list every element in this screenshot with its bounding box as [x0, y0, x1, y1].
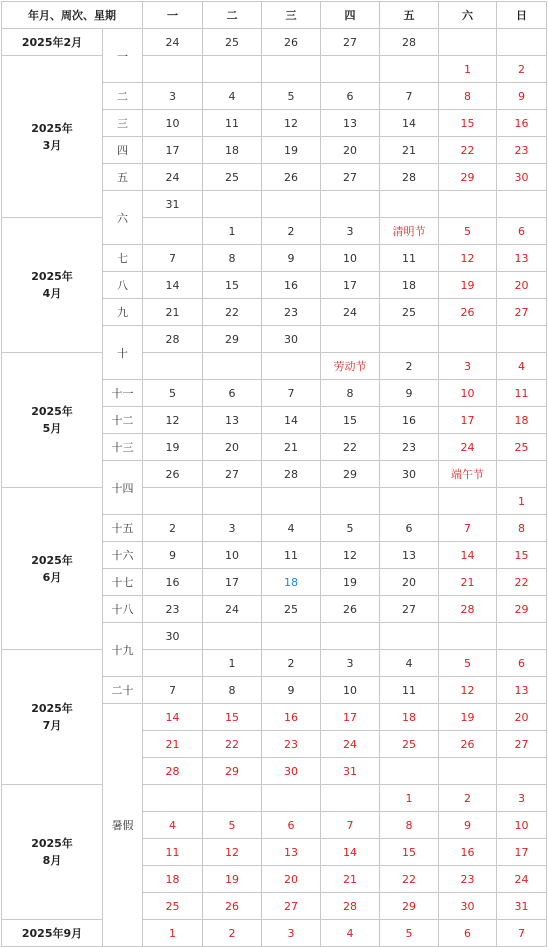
- day-cell: 10: [203, 542, 262, 569]
- day-cell: 23: [380, 434, 439, 461]
- month-label: 2025年 8月: [2, 785, 103, 920]
- day-cell: 6: [321, 83, 380, 110]
- day-cell: 8: [439, 83, 497, 110]
- day-cell: 13: [380, 542, 439, 569]
- day-cell: 25: [380, 299, 439, 326]
- empty-day-cell: [497, 623, 547, 650]
- day-cell: 2: [262, 218, 321, 245]
- empty-day-cell: [321, 623, 380, 650]
- day-cell: 17: [143, 137, 203, 164]
- day-cell: 1: [380, 785, 439, 812]
- day-cell: 15: [203, 704, 262, 731]
- day-cell: 清明节: [380, 218, 439, 245]
- empty-day-cell: [203, 191, 262, 218]
- day-cell: 22: [380, 866, 439, 893]
- day-cell: 18: [143, 866, 203, 893]
- calendar-row: [2, 488, 547, 515]
- empty-day-cell: [439, 326, 497, 353]
- empty-day-cell: [262, 785, 321, 812]
- empty-day-cell: [203, 353, 262, 380]
- day-cell: 5: [143, 380, 203, 407]
- day-cell: 8: [203, 245, 262, 272]
- day-cell: 15: [439, 110, 497, 137]
- day-cell: 23: [497, 137, 547, 164]
- week-label: 十四: [103, 461, 143, 515]
- month-label: 2025年 4月: [2, 218, 103, 353]
- day-cell: 30: [497, 164, 547, 191]
- week-label: 十六: [103, 542, 143, 569]
- day-cell: 24: [321, 299, 380, 326]
- day-cell: 2: [439, 785, 497, 812]
- day-cell: 27: [321, 29, 380, 56]
- day-header-fri: 五: [380, 2, 439, 29]
- day-cell: 18: [497, 407, 547, 434]
- day-cell: 28: [380, 29, 439, 56]
- day-cell: 18: [262, 569, 321, 596]
- week-label: 九: [103, 299, 143, 326]
- day-cell: 22: [203, 299, 262, 326]
- day-cell: 11: [143, 839, 203, 866]
- day-cell: 31: [321, 758, 380, 785]
- empty-day-cell: [262, 488, 321, 515]
- day-cell: 29: [203, 758, 262, 785]
- day-cell: 28: [143, 758, 203, 785]
- day-cell: 21: [321, 866, 380, 893]
- day-cell: 12: [262, 110, 321, 137]
- day-cell: 9: [439, 812, 497, 839]
- day-cell: 5: [439, 650, 497, 677]
- day-cell: 9: [262, 677, 321, 704]
- day-cell: 29: [203, 326, 262, 353]
- day-cell: 25: [203, 164, 262, 191]
- day-cell: 11: [380, 245, 439, 272]
- day-cell: 3: [321, 218, 380, 245]
- day-cell: 13: [497, 245, 547, 272]
- day-cell: 22: [321, 434, 380, 461]
- empty-day-cell: [143, 650, 203, 677]
- day-cell: 14: [262, 407, 321, 434]
- day-cell: 30: [380, 461, 439, 488]
- day-cell: 30: [262, 326, 321, 353]
- day-cell: 3: [321, 650, 380, 677]
- corner-header: 年月、周次、星期: [2, 2, 143, 29]
- header-row: [2, 2, 547, 29]
- day-cell: 28: [439, 596, 497, 623]
- day-cell: 5: [380, 920, 439, 947]
- day-cell: 28: [143, 326, 203, 353]
- day-cell: 22: [439, 137, 497, 164]
- empty-day-cell: [439, 191, 497, 218]
- day-cell: 21: [143, 731, 203, 758]
- week-label: 十八: [103, 596, 143, 623]
- day-cell: 1: [143, 920, 203, 947]
- day-cell: 17: [321, 272, 380, 299]
- day-cell: 19: [143, 434, 203, 461]
- day-cell: 19: [262, 137, 321, 164]
- school-calendar-table: [1, 1, 547, 947]
- empty-day-cell: [380, 758, 439, 785]
- day-cell: 30: [262, 758, 321, 785]
- day-cell: 24: [497, 866, 547, 893]
- week-label: 十五: [103, 515, 143, 542]
- day-cell: 8: [380, 812, 439, 839]
- day-cell: 30: [439, 893, 497, 920]
- day-cell: 14: [321, 839, 380, 866]
- day-cell: 28: [321, 893, 380, 920]
- day-cell: 25: [262, 596, 321, 623]
- day-cell: 7: [380, 83, 439, 110]
- week-label: 三: [103, 110, 143, 137]
- calendar-row: [2, 920, 547, 947]
- day-cell: 9: [143, 542, 203, 569]
- empty-day-cell: [380, 623, 439, 650]
- day-cell: 16: [143, 569, 203, 596]
- week-label: 十七: [103, 569, 143, 596]
- day-cell: 7: [143, 245, 203, 272]
- day-cell: 26: [262, 29, 321, 56]
- day-cell: 19: [321, 569, 380, 596]
- week-label: 一: [103, 29, 143, 83]
- day-cell: 11: [203, 110, 262, 137]
- day-cell: 7: [262, 380, 321, 407]
- day-cell: 9: [497, 83, 547, 110]
- day-header-wed: 三: [262, 2, 321, 29]
- empty-day-cell: [203, 623, 262, 650]
- day-cell: 12: [203, 839, 262, 866]
- week-label: 八: [103, 272, 143, 299]
- day-cell: 13: [262, 839, 321, 866]
- day-cell: 29: [321, 461, 380, 488]
- day-cell: 10: [439, 380, 497, 407]
- day-cell: 14: [439, 542, 497, 569]
- empty-day-cell: [439, 488, 497, 515]
- empty-day-cell: [321, 488, 380, 515]
- empty-day-cell: [203, 56, 262, 83]
- day-cell: 29: [439, 164, 497, 191]
- day-cell: 25: [380, 731, 439, 758]
- day-cell: 11: [262, 542, 321, 569]
- day-cell: 26: [203, 893, 262, 920]
- day-cell: 18: [380, 272, 439, 299]
- day-cell: 15: [321, 407, 380, 434]
- calendar-row: [2, 29, 547, 56]
- day-cell: 27: [380, 596, 439, 623]
- day-cell: 19: [439, 272, 497, 299]
- day-cell: 19: [439, 704, 497, 731]
- day-cell: 2: [380, 353, 439, 380]
- day-header-thu: 四: [321, 2, 380, 29]
- day-cell: 3: [143, 83, 203, 110]
- month-label: 2025年 6月: [2, 488, 103, 650]
- day-cell: 20: [321, 137, 380, 164]
- day-cell: 8: [321, 380, 380, 407]
- day-cell: 17: [497, 839, 547, 866]
- day-cell: 22: [203, 731, 262, 758]
- empty-day-cell: [143, 785, 203, 812]
- week-label: 十三: [103, 434, 143, 461]
- calendar-row: [2, 56, 547, 83]
- day-cell: 5: [439, 218, 497, 245]
- day-cell: 20: [497, 704, 547, 731]
- month-label: 2025年 3月: [2, 56, 103, 218]
- day-cell: 31: [497, 893, 547, 920]
- day-cell: 1: [203, 218, 262, 245]
- day-cell: 2: [262, 650, 321, 677]
- day-cell: 23: [262, 731, 321, 758]
- day-cell: 14: [143, 272, 203, 299]
- day-cell: 8: [497, 515, 547, 542]
- day-cell: 26: [439, 731, 497, 758]
- empty-day-cell: [262, 191, 321, 218]
- empty-day-cell: [380, 56, 439, 83]
- day-cell: 1: [439, 56, 497, 83]
- day-cell: 11: [497, 380, 547, 407]
- day-cell: 27: [203, 461, 262, 488]
- day-cell: 29: [497, 596, 547, 623]
- day-cell: 7: [143, 677, 203, 704]
- week-label: 五: [103, 164, 143, 191]
- day-cell: 31: [143, 191, 203, 218]
- day-cell: 23: [439, 866, 497, 893]
- day-cell: 15: [203, 272, 262, 299]
- day-cell: 2: [497, 56, 547, 83]
- day-cell: 2: [143, 515, 203, 542]
- day-cell: 4: [380, 650, 439, 677]
- empty-day-cell: [143, 56, 203, 83]
- empty-day-cell: [497, 326, 547, 353]
- day-cell: 26: [262, 164, 321, 191]
- empty-day-cell: [380, 488, 439, 515]
- calendar-row: [2, 218, 547, 245]
- empty-day-cell: [380, 191, 439, 218]
- day-cell: 23: [262, 299, 321, 326]
- empty-day-cell: [497, 29, 547, 56]
- empty-day-cell: [439, 623, 497, 650]
- day-cell: 27: [497, 299, 547, 326]
- day-cell: 27: [262, 893, 321, 920]
- day-cell: 1: [203, 650, 262, 677]
- day-cell: 21: [439, 569, 497, 596]
- week-label: 二: [103, 83, 143, 110]
- empty-day-cell: [321, 785, 380, 812]
- day-cell: 28: [262, 461, 321, 488]
- day-cell: 20: [380, 569, 439, 596]
- week-label: 十九: [103, 623, 143, 677]
- week-label: 十: [103, 326, 143, 380]
- empty-day-cell: [497, 758, 547, 785]
- week-label: 七: [103, 245, 143, 272]
- day-cell: 3: [203, 515, 262, 542]
- day-cell: 5: [203, 812, 262, 839]
- day-header-mon: 一: [143, 2, 203, 29]
- empty-day-cell: [262, 623, 321, 650]
- day-cell: 9: [262, 245, 321, 272]
- day-cell: 27: [321, 164, 380, 191]
- day-cell: 4: [203, 83, 262, 110]
- day-cell: 22: [497, 569, 547, 596]
- day-cell: 20: [262, 866, 321, 893]
- day-cell: 10: [321, 245, 380, 272]
- day-cell: 11: [380, 677, 439, 704]
- day-cell: 28: [380, 164, 439, 191]
- calendar-row: [2, 353, 547, 380]
- day-cell: 6: [380, 515, 439, 542]
- day-cell: 4: [262, 515, 321, 542]
- day-cell: 16: [262, 704, 321, 731]
- empty-day-cell: [321, 56, 380, 83]
- empty-day-cell: [380, 326, 439, 353]
- calendar-row: [2, 785, 547, 812]
- day-cell: 10: [321, 677, 380, 704]
- day-cell: 16: [497, 110, 547, 137]
- empty-day-cell: [143, 488, 203, 515]
- empty-day-cell: [203, 488, 262, 515]
- day-cell: 25: [203, 29, 262, 56]
- day-cell: 27: [497, 731, 547, 758]
- week-label: 十一: [103, 380, 143, 407]
- day-cell: 8: [203, 677, 262, 704]
- week-label: 暑假: [103, 704, 143, 947]
- day-header-sat: 六: [439, 2, 497, 29]
- day-header-tue: 二: [203, 2, 262, 29]
- day-cell: 6: [262, 812, 321, 839]
- day-cell: 6: [497, 650, 547, 677]
- day-cell: 24: [321, 731, 380, 758]
- day-cell: 2: [203, 920, 262, 947]
- day-cell: 3: [439, 353, 497, 380]
- day-cell: 18: [380, 704, 439, 731]
- day-cell: 6: [497, 218, 547, 245]
- day-cell: 10: [143, 110, 203, 137]
- month-label: 2025年9月: [2, 920, 103, 947]
- day-cell: 21: [143, 299, 203, 326]
- week-label: 二十: [103, 677, 143, 704]
- day-cell: 25: [143, 893, 203, 920]
- day-cell: 26: [321, 596, 380, 623]
- day-cell: 17: [321, 704, 380, 731]
- day-cell: 7: [321, 812, 380, 839]
- empty-day-cell: [262, 56, 321, 83]
- day-cell: 13: [321, 110, 380, 137]
- day-cell: 12: [143, 407, 203, 434]
- empty-day-cell: [321, 191, 380, 218]
- day-cell: 13: [203, 407, 262, 434]
- day-cell: 15: [497, 542, 547, 569]
- day-header-sun: 日: [497, 2, 547, 29]
- day-cell: 20: [203, 434, 262, 461]
- day-cell: 30: [143, 623, 203, 650]
- day-cell: 1: [497, 488, 547, 515]
- day-cell: 10: [497, 812, 547, 839]
- day-cell: 16: [262, 272, 321, 299]
- day-cell: 12: [439, 677, 497, 704]
- day-cell: 26: [439, 299, 497, 326]
- day-cell: 16: [439, 839, 497, 866]
- day-cell: 16: [380, 407, 439, 434]
- day-cell: 12: [439, 245, 497, 272]
- calendar-body: [2, 29, 547, 947]
- day-cell: 7: [439, 515, 497, 542]
- day-cell: 劳动节: [321, 353, 380, 380]
- day-cell: 端午节: [439, 461, 497, 488]
- day-cell: 20: [497, 272, 547, 299]
- day-cell: 4: [321, 920, 380, 947]
- month-label: 2025年 7月: [2, 650, 103, 785]
- day-cell: 26: [143, 461, 203, 488]
- day-cell: 6: [203, 380, 262, 407]
- empty-day-cell: [143, 353, 203, 380]
- day-cell: 21: [380, 137, 439, 164]
- day-cell: 7: [497, 920, 547, 947]
- day-cell: 24: [203, 596, 262, 623]
- empty-day-cell: [143, 218, 203, 245]
- day-cell: 9: [380, 380, 439, 407]
- day-cell: 25: [497, 434, 547, 461]
- day-cell: 4: [497, 353, 547, 380]
- day-cell: 29: [380, 893, 439, 920]
- empty-day-cell: [262, 353, 321, 380]
- empty-day-cell: [321, 326, 380, 353]
- day-cell: 3: [262, 920, 321, 947]
- day-cell: 15: [380, 839, 439, 866]
- month-label: 2025年2月: [2, 29, 103, 56]
- calendar-row: [2, 650, 547, 677]
- day-cell: 17: [203, 569, 262, 596]
- day-cell: 21: [262, 434, 321, 461]
- day-cell: 13: [497, 677, 547, 704]
- day-cell: 12: [321, 542, 380, 569]
- week-label: 十二: [103, 407, 143, 434]
- week-label: 四: [103, 137, 143, 164]
- day-cell: 17: [439, 407, 497, 434]
- day-cell: 6: [439, 920, 497, 947]
- day-cell: 23: [143, 596, 203, 623]
- empty-day-cell: [497, 461, 547, 488]
- day-cell: 24: [143, 29, 203, 56]
- day-cell: 14: [143, 704, 203, 731]
- day-cell: 5: [321, 515, 380, 542]
- empty-day-cell: [497, 191, 547, 218]
- day-cell: 5: [262, 83, 321, 110]
- empty-day-cell: [203, 785, 262, 812]
- empty-day-cell: [439, 29, 497, 56]
- day-cell: 24: [143, 164, 203, 191]
- day-cell: 3: [497, 785, 547, 812]
- day-cell: 19: [203, 866, 262, 893]
- week-label: 六: [103, 191, 143, 245]
- day-cell: 24: [439, 434, 497, 461]
- day-cell: 4: [143, 812, 203, 839]
- empty-day-cell: [439, 758, 497, 785]
- day-cell: 14: [380, 110, 439, 137]
- month-label: 2025年 5月: [2, 353, 103, 488]
- day-cell: 18: [203, 137, 262, 164]
